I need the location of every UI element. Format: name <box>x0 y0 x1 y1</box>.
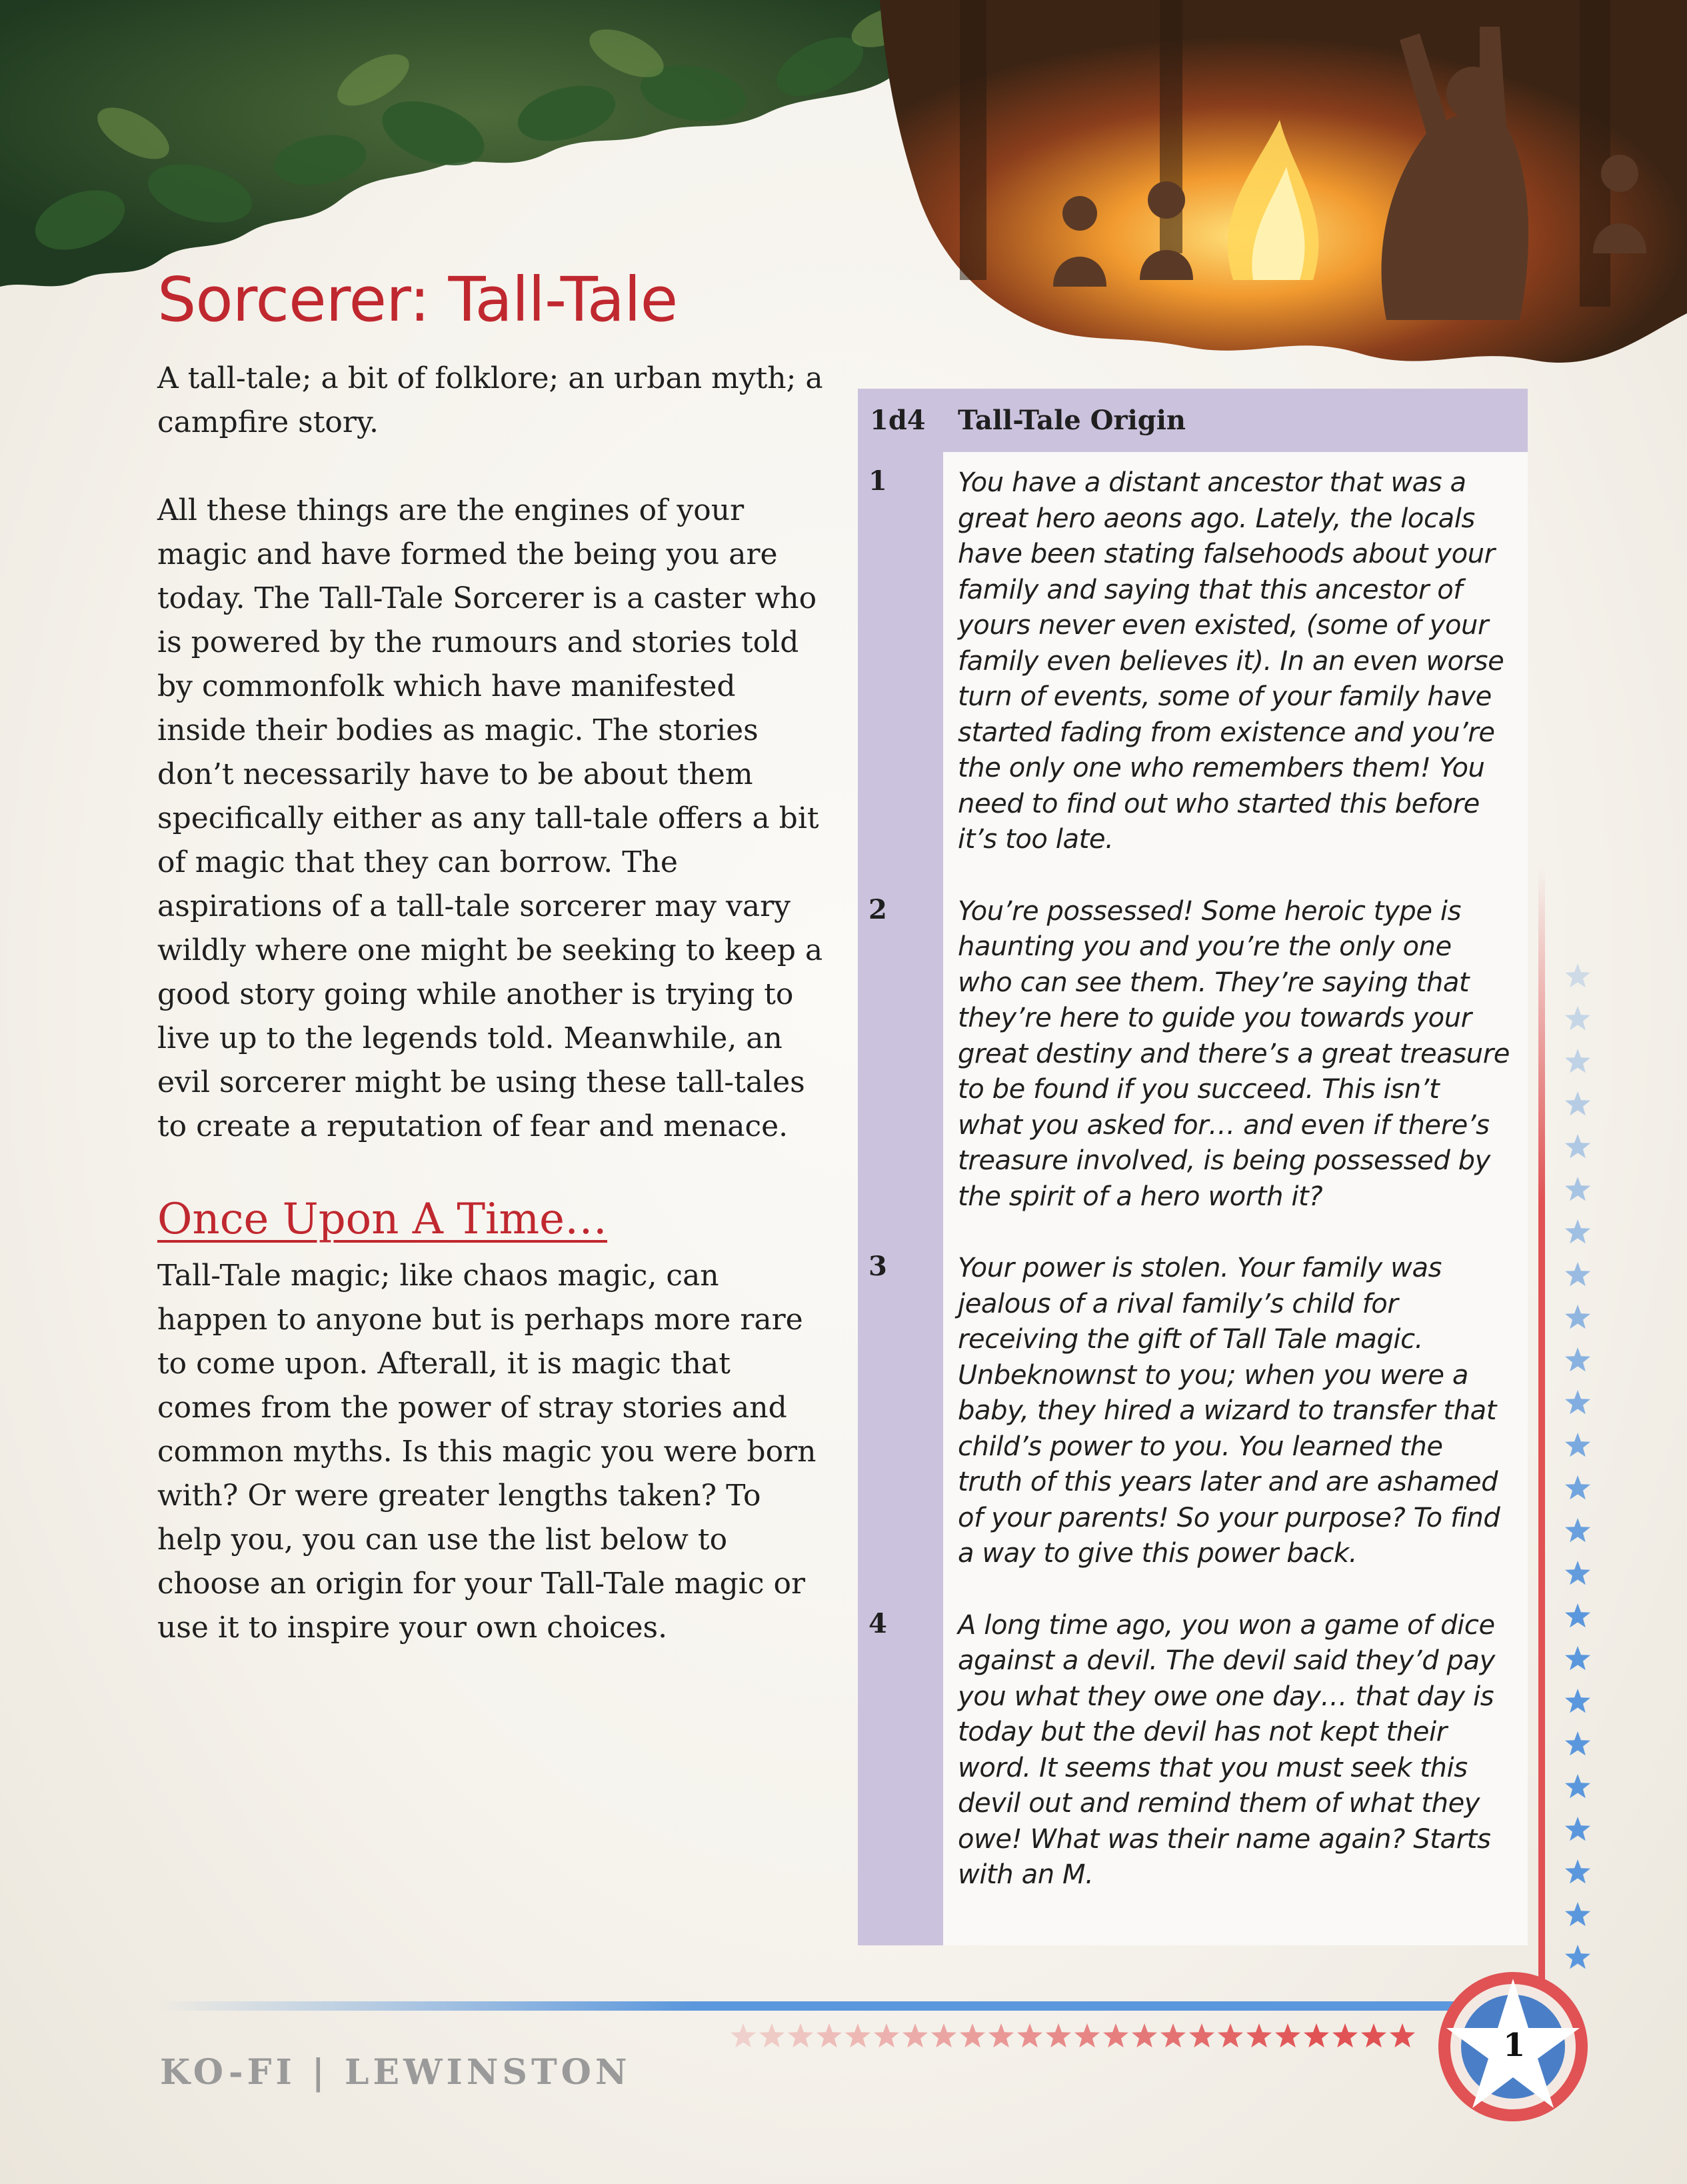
star-icon <box>1218 2023 1243 2047</box>
origin-header: Tall-Tale Origin <box>958 405 1186 436</box>
star-icon <box>817 2023 842 2047</box>
table-row <box>868 1607 1512 1893</box>
campfire-storyteller-illustration <box>880 0 1687 373</box>
star-icon <box>788 2023 813 2047</box>
star-column-decoration <box>1561 960 1594 2000</box>
star-icon <box>1304 2023 1329 2047</box>
row-number: 4 <box>868 1607 887 1639</box>
row-text: You have a distant ancestor that was a great hero aeons ago. Lately, the locals have been stating falsehoods about your family and saying that this ancestor of yours never even existed, (some of your family even believes it). In an even worse turn of events, some of your family have started fading from existence and you’re the only one who remembers them! You need to find out who started this before it’s too late. <box>958 467 1504 855</box>
star-icon <box>1565 1518 1590 1542</box>
star-icon <box>1565 1091 1590 1115</box>
star-icon <box>1565 963 1590 987</box>
star-row-decoration <box>727 2020 1433 2053</box>
origin-table <box>858 389 1528 1945</box>
star-icon <box>1565 1390 1590 1414</box>
star-icon <box>1565 1006 1590 1030</box>
star-icon <box>1246 2023 1272 2047</box>
star-icon <box>1565 1902 1590 1926</box>
table-header <box>858 389 1528 452</box>
section-heading: Once Upon A Time… <box>157 1195 608 1244</box>
star-icon <box>1565 1305 1590 1329</box>
table-rows <box>868 452 1528 1945</box>
star-icon <box>1132 2023 1157 2047</box>
star-icon <box>1565 1262 1590 1286</box>
row-text: A long time ago, you won a game of dice against a devil. The devil said they’d pay you what they owe one day… that day is today but the devil has not kept their word. It seems that you must seek this devil out and remind them of what they owe! What was their name again? Starts with an M. <box>958 1609 1495 1890</box>
intro-paragraph: All these things are the engines of your magic and have formed the being you are today. The Tall-Tale Sorcerer is a caster who is powered by the rumours and stories told by commonfolk which have manifested inside their bodies as magic. The stories don’t necessarily have to be about them specifically either as any tall-tale offers a bit of magic that they can borrow. The aspirations of a tall-tale sorcerer may vary wildly where one might be seeking to keep a good story going while another is trying to live up to the legends told. Meanwhile, an evil sorcerer might be using these tall-tales to create a reputation of fear and menace. <box>157 493 823 1143</box>
star-icon <box>1017 2023 1042 2047</box>
die-column <box>858 452 943 1945</box>
star-icon <box>1565 1433 1590 1457</box>
star-icon <box>1103 2023 1128 2047</box>
star-icon <box>1565 1689 1590 1713</box>
right-red-stripe <box>1538 867 1545 1993</box>
row-text: Your power is stolen. Your family was jealous of a rival family’s child for receiving the gift of Tall Tale magic. Unbeknownst to you; when you were a baby, they hired a wizard to transfer that child’s power to you. You learned the truth of this years later and are ashamed of your parents! So your purpose? To find a way to give this power back. <box>958 1253 1500 1569</box>
star-icon <box>1046 2023 1071 2047</box>
bottom-blue-stripe <box>157 2001 1497 2011</box>
star-icon <box>1565 1646 1590 1670</box>
star-icon <box>1565 1603 1590 1627</box>
star-icon <box>1074 2023 1100 2047</box>
star-icon <box>759 2023 785 2047</box>
table-row <box>868 465 1512 858</box>
star-icon <box>902 2023 928 2047</box>
row-text: You’re possessed! Some heroic type is haunting you and you’re the only one who can see them. They’re saying that they’re here to guide you towards your great destiny and there’s a great treasure to be found if you succeed. This isn’t what you asked for… and even if there’s treasure involved, is being possessed by the spirit of a hero worth it? <box>958 895 1510 1212</box>
star-icon <box>1565 1049 1590 1073</box>
star-icon <box>1565 1219 1590 1243</box>
page-title: Sorcerer: Tall-Tale <box>157 264 678 335</box>
star-icon <box>731 2023 756 2047</box>
table-body <box>858 452 1528 1945</box>
table-row <box>868 1251 1512 1572</box>
star-icon <box>1160 2023 1186 2047</box>
star-icon <box>1565 1945 1590 1969</box>
page-number: 1 <box>1503 2027 1526 2064</box>
row-number: 3 <box>868 1251 887 1282</box>
star-icon <box>1565 1134 1590 1158</box>
star-icon <box>1565 1817 1590 1841</box>
star-icon <box>1565 1177 1590 1201</box>
row-number: 1 <box>868 465 887 497</box>
star-icon <box>1390 2023 1415 2047</box>
star-icon <box>1565 1347 1590 1371</box>
star-icon <box>1565 1859 1590 1883</box>
star-icon <box>988 2023 1014 2047</box>
footer-credit: KO-FI | LEWINSTON <box>160 2052 631 2093</box>
intro-column <box>157 357 831 1650</box>
star-icon <box>1275 2023 1300 2047</box>
star-icon <box>960 2023 985 2047</box>
star-icon <box>1361 2023 1386 2047</box>
row-number: 2 <box>868 893 887 925</box>
star-icon <box>1565 1774 1590 1798</box>
die-header: 1d4 <box>870 405 926 436</box>
star-icon <box>845 2023 870 2047</box>
intro-tagline: A tall-tale; a bit of folklore; an urban myth; a campfire story. <box>157 361 823 439</box>
table-row <box>868 893 1512 1215</box>
star-icon <box>1565 1475 1590 1499</box>
star-icon <box>1565 1731 1590 1755</box>
star-icon <box>874 2023 899 2047</box>
star-icon <box>1332 2023 1358 2047</box>
star-icon <box>1565 1561 1590 1585</box>
star-icon <box>931 2023 956 2047</box>
star-icon <box>1189 2023 1214 2047</box>
section-paragraph: Tall-Tale magic; like chaos magic, can happen to anyone but is perhaps more rare to come upon. Afterall, it is magic that comes from the power of stray stories and common myths. Is this magic you were born with? Or were greater lengths taken? To help you, you can use the list below to choose an origin for your Tall-Tale magic or use it to inspire your own choices. <box>157 1259 817 1645</box>
